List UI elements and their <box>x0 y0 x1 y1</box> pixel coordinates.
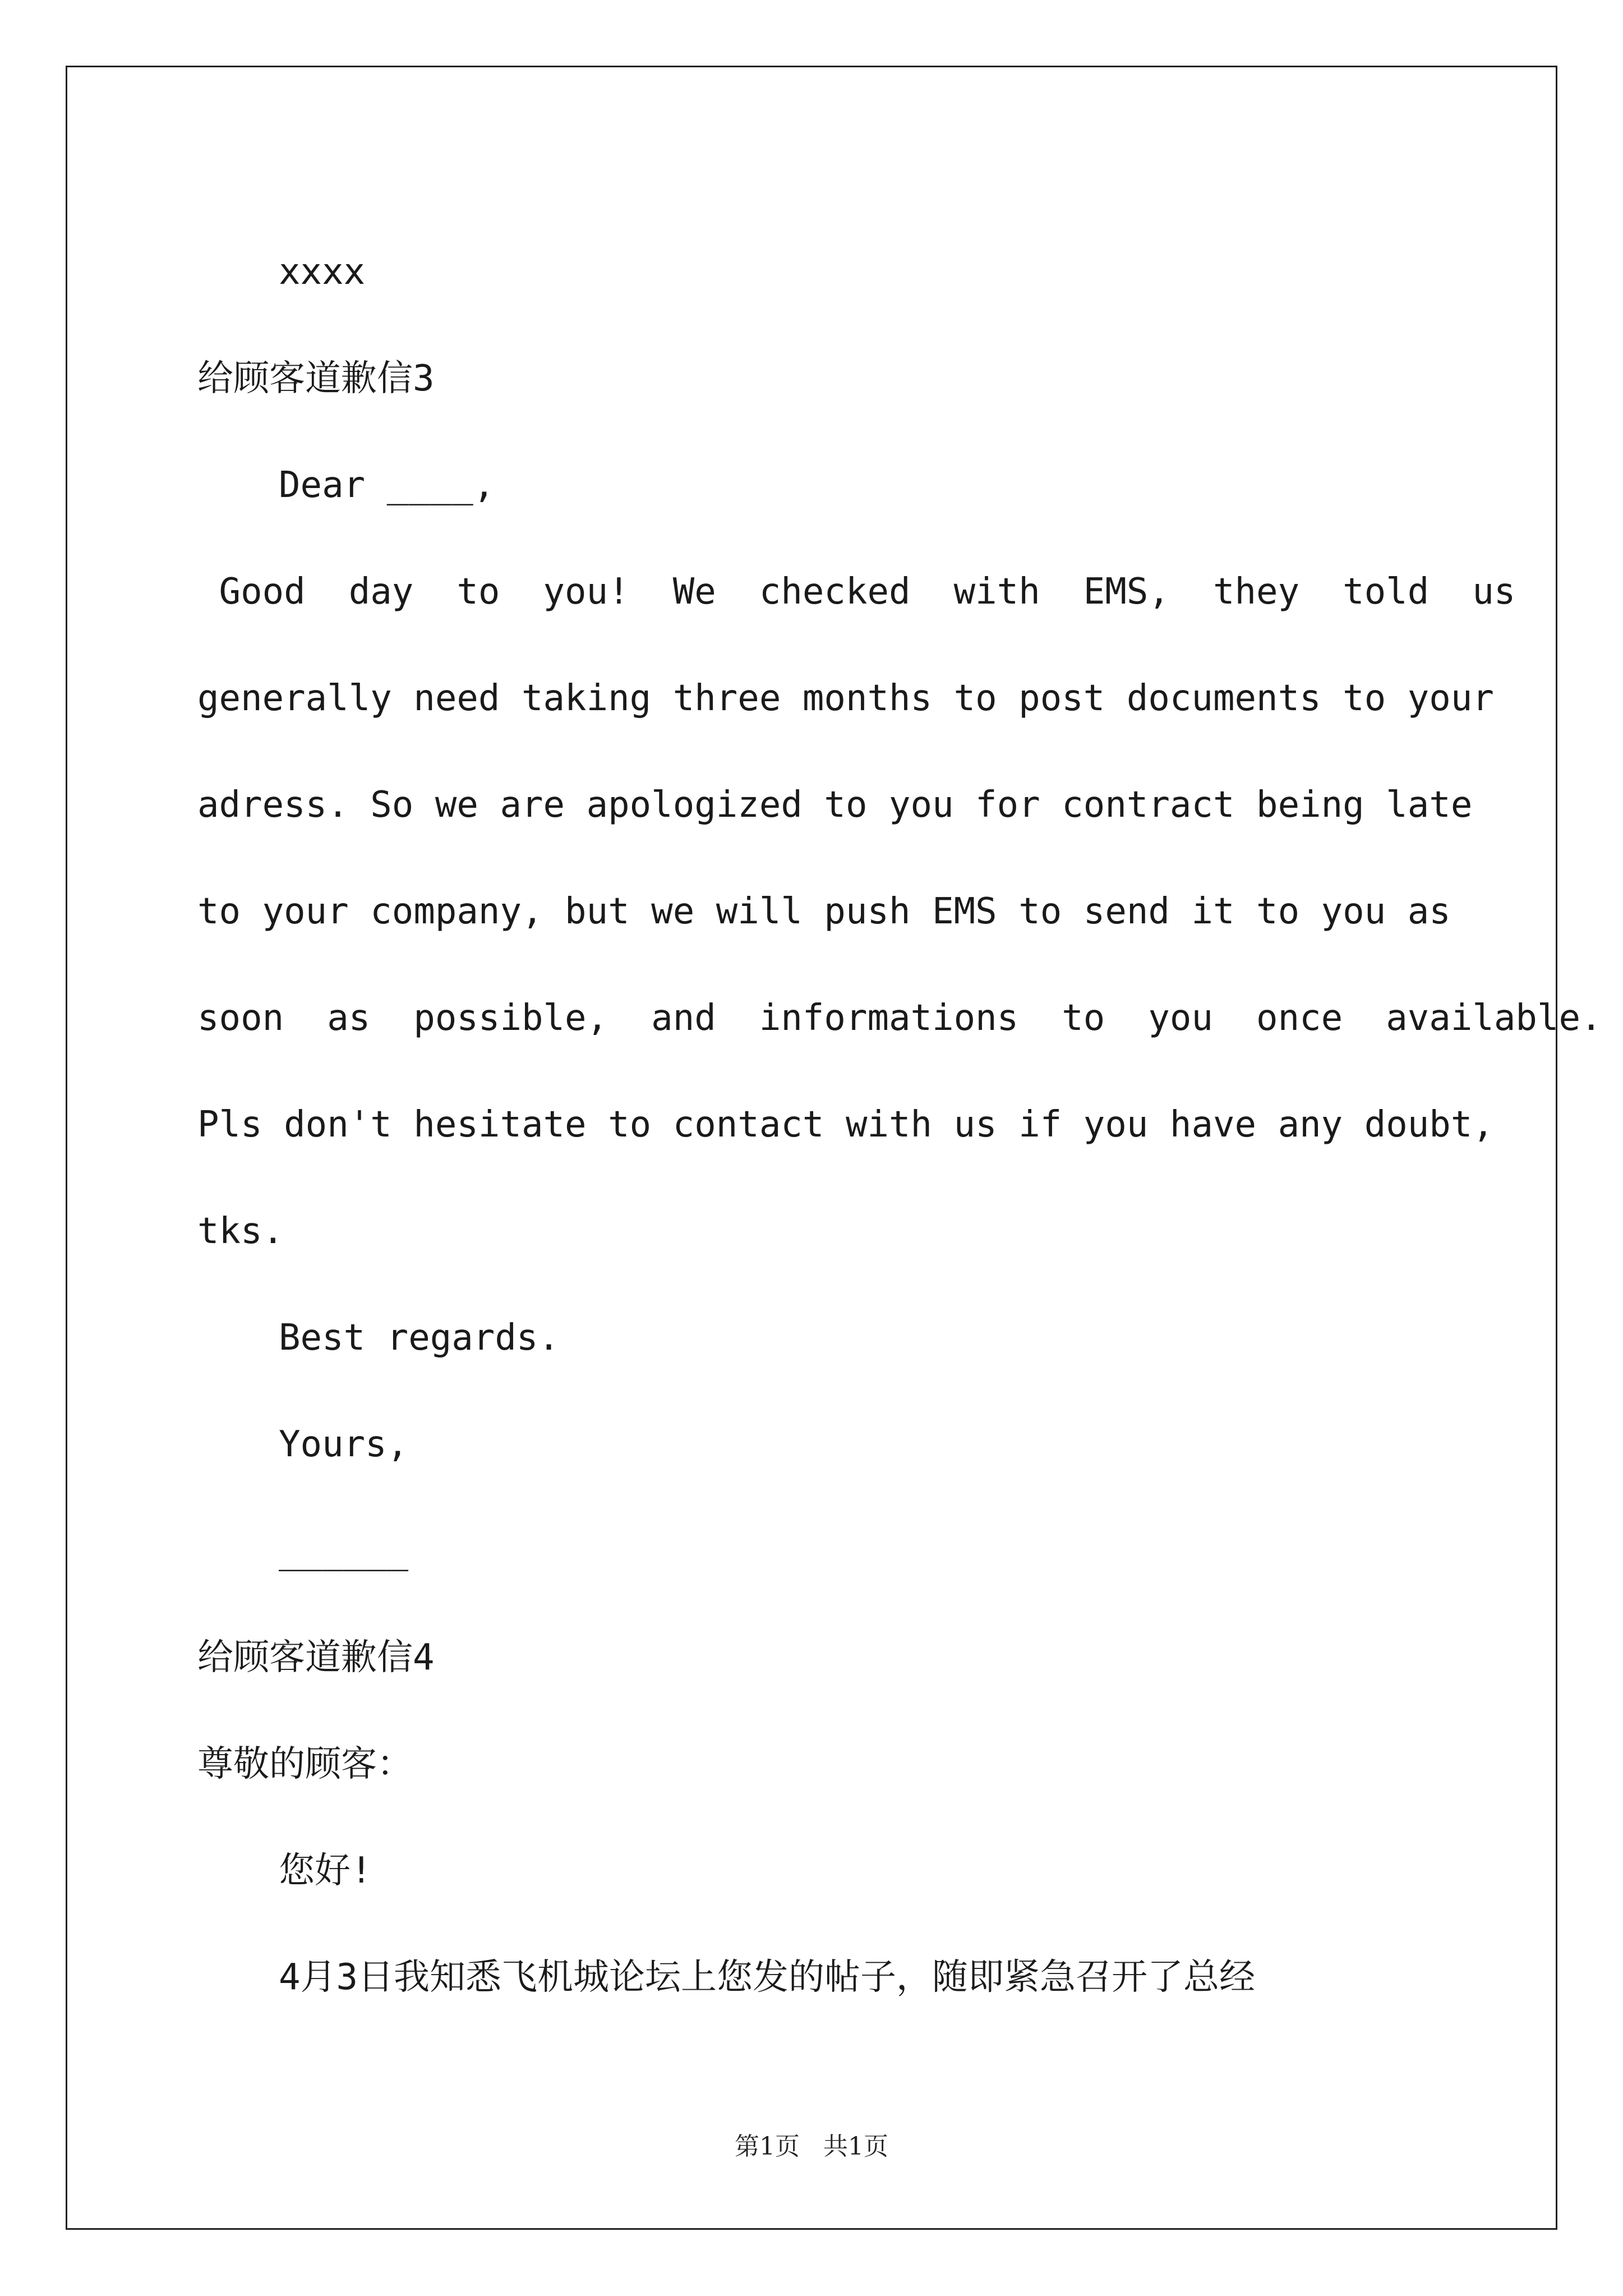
signature-line: ______ <box>279 1530 409 1572</box>
page-number: 第1页 <box>735 2132 800 2161</box>
paragraph-line-5: soon as possible, and informations to you once available. <box>197 997 1602 1039</box>
salutation-dear: Dear ____, <box>279 464 495 506</box>
paragraph-line-1-text: Good day to you! We checked with EMS, they told us <box>197 571 1516 613</box>
page-footer <box>0 2126 1623 2162</box>
paragraph-line-2: generally need taking three months to post documents to your <box>197 678 1494 719</box>
closing-yours: Yours, <box>279 1424 409 1465</box>
paragraph-line-3: adress. So we are apologized to you for contract being late <box>197 784 1473 826</box>
closing-regards: Best regards. <box>279 1317 560 1359</box>
section-title-3: 给顾客道歉信3 <box>197 358 435 399</box>
paragraph-line-4: to your company, but we will push EMS to send it to you as <box>197 891 1451 932</box>
paragraph-line-1 <box>197 539 1516 645</box>
greeting: 您好! <box>279 1850 372 1892</box>
sender-placeholder: xxxx <box>279 251 366 293</box>
document-body <box>197 219 1602 2031</box>
paragraph-line-6: Pls don't hesitate to contact with us if you have any doubt, <box>197 1104 1494 1145</box>
section-title-4: 给顾客道歉信4 <box>197 1637 435 1678</box>
body-start: 4月3日我知悉飞机城论坛上您发的帖子，随即紧急召开了总经 <box>279 1957 1256 1998</box>
page-total: 共1页 <box>823 2132 888 2161</box>
salutation-customer: 尊敬的顾客： <box>197 1743 413 1785</box>
paragraph-line-7: tks. <box>197 1211 284 1252</box>
